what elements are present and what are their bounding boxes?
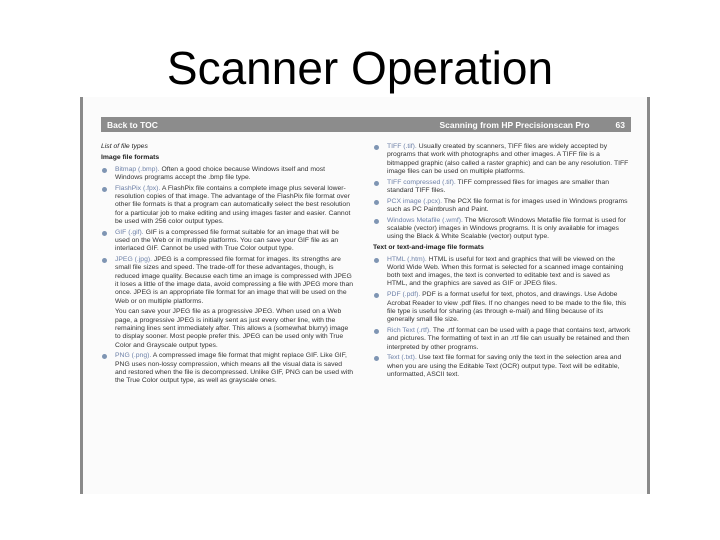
format-description: Often a good choice because Windows itself and most Windows programs accept the .bmp file type.	[115, 165, 326, 181]
image-format-list-right	[373, 143, 631, 242]
format-name-link[interactable]: Bitmap (.bmp).	[115, 165, 160, 173]
page-number: 63	[615, 119, 625, 130]
format-list-item	[373, 291, 631, 324]
format-list-item	[373, 327, 631, 352]
header-right	[439, 120, 625, 130]
bullet-icon	[374, 356, 379, 361]
format-list-item	[101, 185, 353, 226]
format-description: GIF is a compressed file format suitable for an image that will be used on the Web or in multiple platforms. You can save your GIF file as an interlaced GIF. Cannot be used with True Color output type.	[115, 228, 340, 253]
format-description: Usually created by scanners, TIFF files are widely accepted by programs that work with photographs and other images. A TIFF file is a bitmapped graphic (also called a raster graphic) and can be any resolution. TIFF image files can be used on multiple platforms.	[387, 143, 629, 175]
format-name-link[interactable]: FlashPix (.fpx).	[115, 184, 161, 192]
format-name-link[interactable]: TIFF compressed (.tif).	[387, 178, 456, 186]
back-to-toc-link[interactable]: Back to TOC	[107, 119, 158, 130]
format-description: A FlashPix file contains a complete image plus several lower-resolution copies of that image. The advantage of the FlashPix file format over other file formats is that a program can automatically select the best resolution for a particular job to make editing and using images faster and easier. Cannot be used with 256 color output types.	[115, 184, 351, 225]
format-name-link[interactable]: HTML (.htm).	[387, 255, 427, 263]
format-name-link[interactable]: TIFF (.tif).	[387, 143, 417, 150]
text-format-list	[373, 256, 631, 380]
format-list-item	[373, 179, 631, 196]
format-list-item	[373, 217, 631, 242]
bullet-icon	[102, 258, 107, 263]
list-title: List of file types	[101, 143, 148, 150]
format-name-link[interactable]: PDF (.pdf).	[387, 291, 421, 299]
format-description: Use text file format for saving only the text in the selection area and when you are using the Editable Text (OCR) output type. Text will be editable, unformatted, ASCII text.	[387, 354, 622, 378]
format-name-link[interactable]: PCX image (.pcx).	[387, 197, 443, 205]
bullet-icon	[374, 145, 379, 150]
image-format-list	[101, 166, 353, 306]
format-list-item	[373, 143, 631, 176]
format-list-item	[373, 354, 631, 379]
bullet-icon	[102, 187, 107, 192]
format-name-link[interactable]: GIF (.gif).	[115, 228, 144, 236]
bullet-icon	[102, 231, 107, 236]
format-name-link[interactable]: PNG (.png).	[115, 352, 152, 360]
format-list-item	[101, 256, 353, 306]
text-formats-heading: Text or text-and-image file formats	[373, 244, 484, 252]
format-description: TIFF compressed files for images are smaller than standard TIFF files.	[387, 178, 609, 194]
slide-title: Scanner Operation	[166, 42, 554, 94]
format-list-item	[373, 256, 631, 289]
format-description: HTML is useful for text and graphics that will be viewed on the World Wide Web. When this format is selected for a scanned image containing both text and images, the text is converted to editable text and is saved as HTML, and the graphics are saved as GIF or JPEG files.	[387, 255, 624, 288]
right-column	[373, 143, 631, 382]
bullet-icon	[374, 293, 379, 298]
bullet-icon	[102, 168, 107, 173]
format-list-item	[101, 352, 353, 385]
format-list-item	[101, 229, 353, 254]
image-format-list-continued	[101, 352, 353, 385]
format-description: PDF is a format useful for text, photos, and drawings. Use Adobe Acrobat Reader to view .pdf files. If no changes need to be made to the file, this file type is useful for sharing (as through e-mail) and filing because of its generally small file size.	[387, 291, 627, 324]
format-name-link[interactable]: Rich Text (.rtf).	[387, 326, 432, 334]
image-formats-heading: Image file formats	[101, 154, 160, 162]
scanned-document-page	[80, 97, 650, 494]
format-description: The PCX file format is for images used in Windows programs such as PC Paintbrush and Paint.	[387, 197, 628, 214]
bullet-icon	[102, 354, 107, 359]
bullet-icon	[374, 200, 379, 205]
format-list-item	[373, 198, 631, 215]
format-list-item	[101, 166, 353, 183]
jpeg-note: You can save your JPEG file as a progressive JPEG. When used on a Web page, a progressive JPEG is initially sent as just every other line, with the remaining lines sent immediately after. This allows a (somewhat blurry) image to display sooner. Most people prefer this. JPEG can be used only with True Color and Grayscale output types.	[115, 308, 349, 349]
format-description: A compressed image file format that might replace GIF. Like GIF, PNG uses non-lossy compression, which means all the visual data is saved and restored when the file is decompressed. Unlike GIF, PNG can be used with the True Color output type, as well as grayscale ones.	[115, 352, 354, 385]
bullet-icon	[374, 219, 379, 224]
section-title: Scanning from HP Precisionscan Pro	[439, 119, 590, 130]
format-description: JPEG is a compressed file format for images. Its strengths are small file sizes and speed. The trade-off for these advantages, though, is reduced image quality. Because each time an image is compressed with JPEG it loses a little of the image data, avoid compressing a file with JPEG more than once. JPEG is an appropriate file format for an image that will be used on the Web or on multiple platforms.	[115, 256, 354, 305]
format-name-link[interactable]: Windows Metafile (.wmf).	[387, 216, 463, 224]
format-name-link[interactable]: Text (.txt).	[387, 354, 417, 362]
format-description: The Microsoft Windows Metafile file format is used for scalable (vector) images in Windows programs. It is only available for images using the Black & White Scalable (vector) output type.	[387, 216, 626, 241]
bullet-icon	[374, 258, 379, 263]
format-name-link[interactable]: JPEG (.jpg).	[115, 256, 153, 264]
format-description: The .rtf format can be used with a page that contains text, artwork and pictures. The formatting of text in an .rtf file can usually be retained and then interpreted by other programs.	[387, 326, 631, 351]
document-header-bar	[101, 117, 631, 132]
left-column	[101, 143, 353, 388]
bullet-icon	[374, 181, 379, 186]
bullet-icon	[374, 329, 379, 334]
